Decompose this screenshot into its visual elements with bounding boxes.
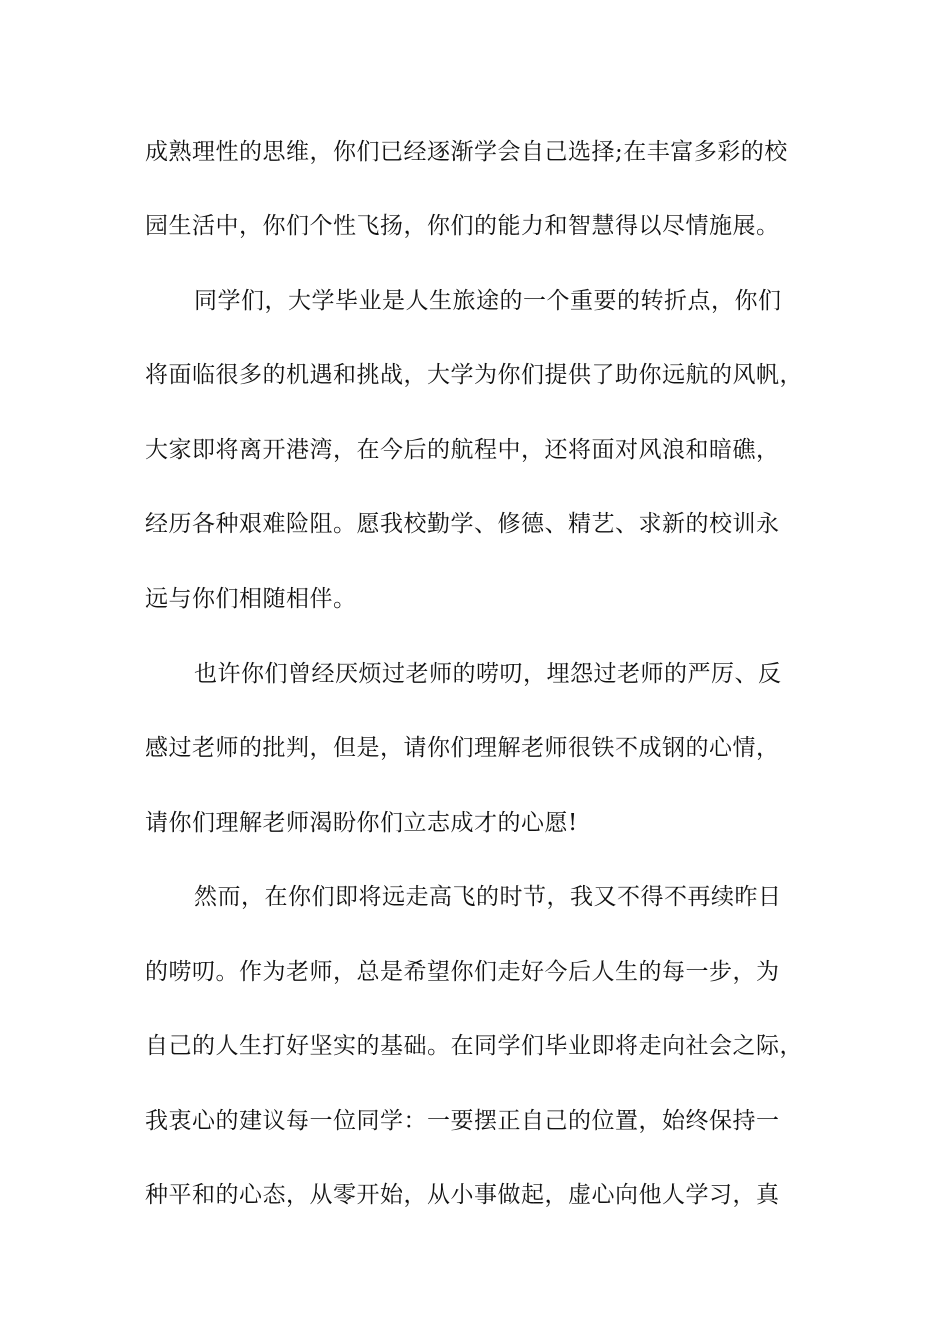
paragraph-start-line: 然而，在你们即将远走高飞的时节，我又不得不再续昨日 — [194, 884, 782, 910]
text-line-5: 大家即将离开港湾，在今后的航程中，还将面对风浪和暗礁， — [145, 437, 780, 463]
text-line-7: 远与你们相随相伴。 — [145, 586, 357, 612]
text-line-15: 种平和的心态，从零开始，从小事做起，虚心向他人学习，真 — [145, 1182, 780, 1208]
text-line-12: 的唠叨。作为老师，总是希望你们走好今后人生的每一步，为 — [145, 959, 780, 985]
text-line-4: 将面临很多的机遇和挑战，大学为你们提供了助你远航的风帆， — [145, 362, 803, 388]
paragraph-start-line: 同学们，大学毕业是人生旅途的一个重要的转折点，你们 — [194, 288, 782, 314]
text-line-6: 经历各种艰难险阻。愿我校勤学、修德、精艺、求新的校训永 — [145, 511, 780, 537]
paragraph-start-line: 也许你们曾经厌烦过老师的唠叨，埋怨过老师的严厉、反 — [194, 661, 782, 687]
text-line-2: 园生活中，你们个性飞扬，你们的能力和智慧得以尽情施展。 — [145, 213, 780, 239]
text-line-10: 请你们理解老师渴盼你们立志成才的心愿! — [145, 810, 578, 836]
text-line-9: 感过老师的批判，但是，请你们理解老师很铁不成钢的心情， — [145, 735, 780, 761]
text-line-13: 自己的人生打好坚实的基础。在同学们毕业即将走向社会之际， — [145, 1033, 803, 1059]
text-line-1: 成熟理性的思维，你们已经逐渐学会自己选择;在丰富多彩的校 — [145, 139, 788, 165]
text-line-14: 我衷心的建议每一位同学：一要摆正自己的位置，始终保持一 — [145, 1108, 780, 1134]
